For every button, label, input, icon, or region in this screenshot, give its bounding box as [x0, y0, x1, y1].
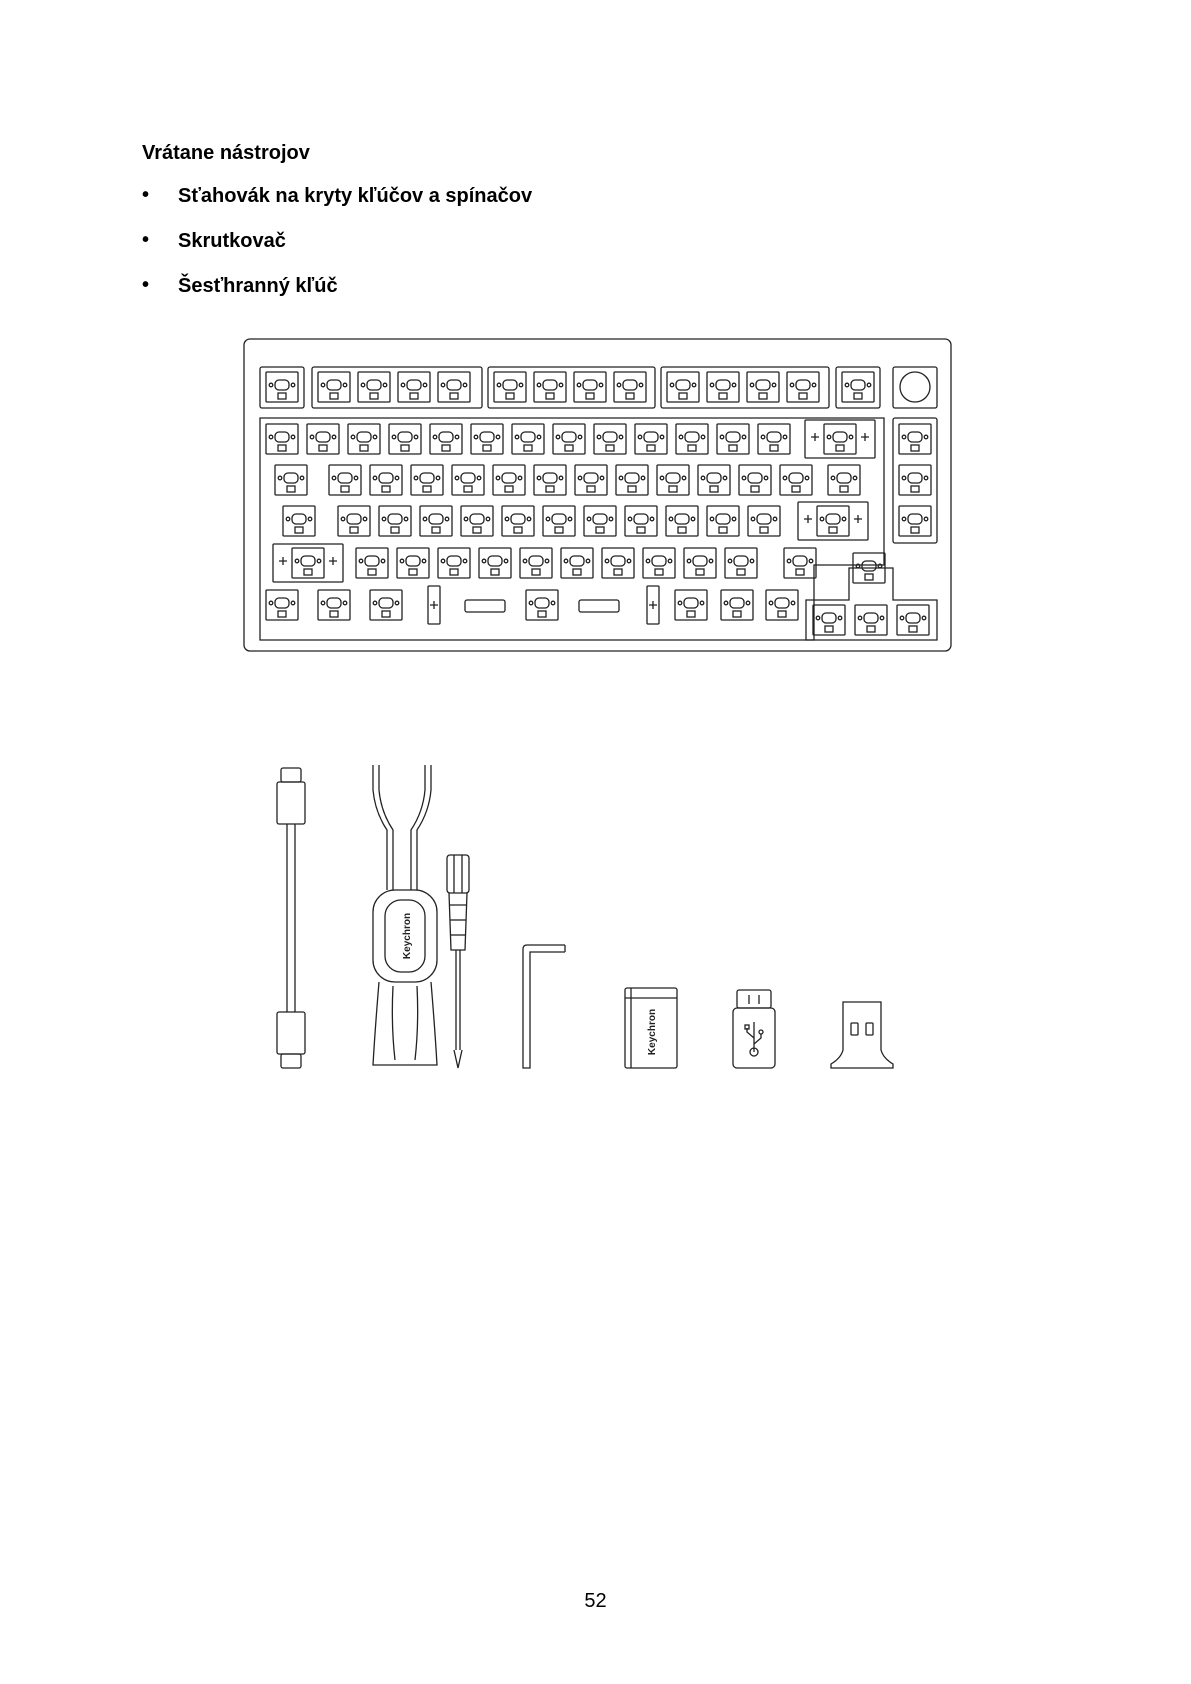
switch-cutout — [698, 465, 730, 495]
switch-cutout — [512, 424, 544, 454]
switch-cutout — [602, 548, 634, 578]
switch-cutout — [520, 548, 552, 578]
switch-cutout — [707, 506, 739, 536]
switch-cutout — [899, 424, 931, 454]
switch-cutout — [438, 372, 470, 402]
switch-cutout — [430, 424, 462, 454]
switch-cutout — [635, 424, 667, 454]
switch-cutout — [625, 506, 657, 536]
switch-cutout — [502, 506, 534, 536]
switch-cutout — [721, 590, 753, 620]
switch-cutout — [666, 506, 698, 536]
keyboard-plate-illustration — [243, 338, 953, 653]
switch-cutout — [899, 506, 931, 536]
keycap-switch-puller-icon — [373, 765, 437, 1065]
switch-cutout — [616, 465, 648, 495]
switch-cutout — [817, 506, 849, 536]
switch-cutout — [318, 590, 350, 620]
usb-adapter-icon — [733, 990, 775, 1068]
switch-cutout — [389, 424, 421, 454]
switch-cutout — [684, 548, 716, 578]
switch-cutout — [398, 372, 430, 402]
switch-cutout — [787, 372, 819, 402]
usb-dongle-icon — [831, 1002, 893, 1068]
switch-cutout — [438, 548, 470, 578]
switch-cutout — [534, 465, 566, 495]
switch-cutout — [420, 506, 452, 536]
switch-cutout — [370, 590, 402, 620]
switch-cutout — [614, 372, 646, 402]
switch-cutout — [318, 372, 350, 402]
receiver-adapter-icon — [625, 988, 677, 1068]
switch-cutout — [561, 548, 593, 578]
switch-cutout — [657, 465, 689, 495]
switch-cutout — [784, 548, 816, 578]
switch-cutout — [479, 548, 511, 578]
list-item: • Sťahovák na kryty kľúčov a spínačov — [142, 185, 532, 230]
stabilizer-cutout — [798, 502, 868, 540]
switch-cutout — [828, 465, 860, 495]
switch-cutout — [292, 548, 324, 578]
switch-cutout — [307, 424, 339, 454]
switch-cutout — [553, 424, 585, 454]
spacebar-slot — [579, 600, 619, 612]
switch-cutout — [574, 372, 606, 402]
switch-cutout — [855, 605, 887, 635]
switch-cutout — [899, 465, 931, 495]
switch-cutout — [452, 465, 484, 495]
switch-cutout — [676, 424, 708, 454]
switch-cutout — [594, 424, 626, 454]
included-tools-list — [142, 185, 532, 320]
switch-cutout — [707, 372, 739, 402]
receiver-logo-text: Keychron — [647, 1008, 658, 1056]
spacebar-slot — [465, 600, 505, 612]
screwdriver-icon — [447, 855, 469, 1068]
switch-cutout — [543, 506, 575, 536]
switch-cutout — [329, 465, 361, 495]
list-item: • Skrutkovač — [142, 230, 532, 275]
switch-cutout — [493, 465, 525, 495]
switch-cutout — [813, 605, 845, 635]
hex-key-icon — [523, 945, 565, 1068]
switch-cutout — [397, 548, 429, 578]
switch-cutout — [338, 506, 370, 536]
switch-cutout — [897, 605, 929, 635]
puller-logo-text: Keychron — [402, 912, 413, 960]
vertical-stabilizer — [647, 586, 659, 624]
switch-cutout — [747, 372, 779, 402]
switch-cutout — [266, 590, 298, 620]
switch-cutout — [379, 506, 411, 536]
switch-cutout — [461, 506, 493, 536]
switch-cutout — [758, 424, 790, 454]
switch-cutout — [526, 590, 558, 620]
switch-cutout — [275, 465, 307, 495]
stabilizer-cutout — [273, 544, 343, 582]
switch-cutout — [348, 424, 380, 454]
switch-cutout — [471, 424, 503, 454]
switch-cutout — [494, 372, 526, 402]
switch-cutout — [358, 372, 390, 402]
switch-cutout — [283, 506, 315, 536]
included-tools-illustration — [255, 750, 965, 1100]
switch-cutout — [842, 372, 874, 402]
switch-cutout — [766, 590, 798, 620]
usb-cable-icon — [277, 768, 305, 1068]
switch-cutout — [739, 465, 771, 495]
section-heading: Vrátane nástrojov — [142, 142, 310, 164]
switch-cutout — [748, 506, 780, 536]
switch-cutout — [266, 372, 298, 402]
stabilizer-cutout — [805, 420, 875, 458]
switch-cutout — [575, 465, 607, 495]
switch-cutout — [370, 465, 402, 495]
switch-cutout — [584, 506, 616, 536]
switch-cutout — [643, 548, 675, 578]
switch-cutout — [675, 590, 707, 620]
switch-cutout — [411, 465, 443, 495]
switch-cutout — [717, 424, 749, 454]
switch-cutout — [780, 465, 812, 495]
switch-cutout — [667, 372, 699, 402]
page-number: 52 — [584, 1590, 607, 1612]
switch-cutout — [824, 424, 856, 454]
switch-cutout — [725, 548, 757, 578]
switch-cutout — [534, 372, 566, 402]
list-item: • Šesťhranný kľúč — [142, 275, 532, 320]
vertical-stabilizer — [428, 586, 440, 624]
switch-cutout — [356, 548, 388, 578]
switch-cutout — [266, 424, 298, 454]
